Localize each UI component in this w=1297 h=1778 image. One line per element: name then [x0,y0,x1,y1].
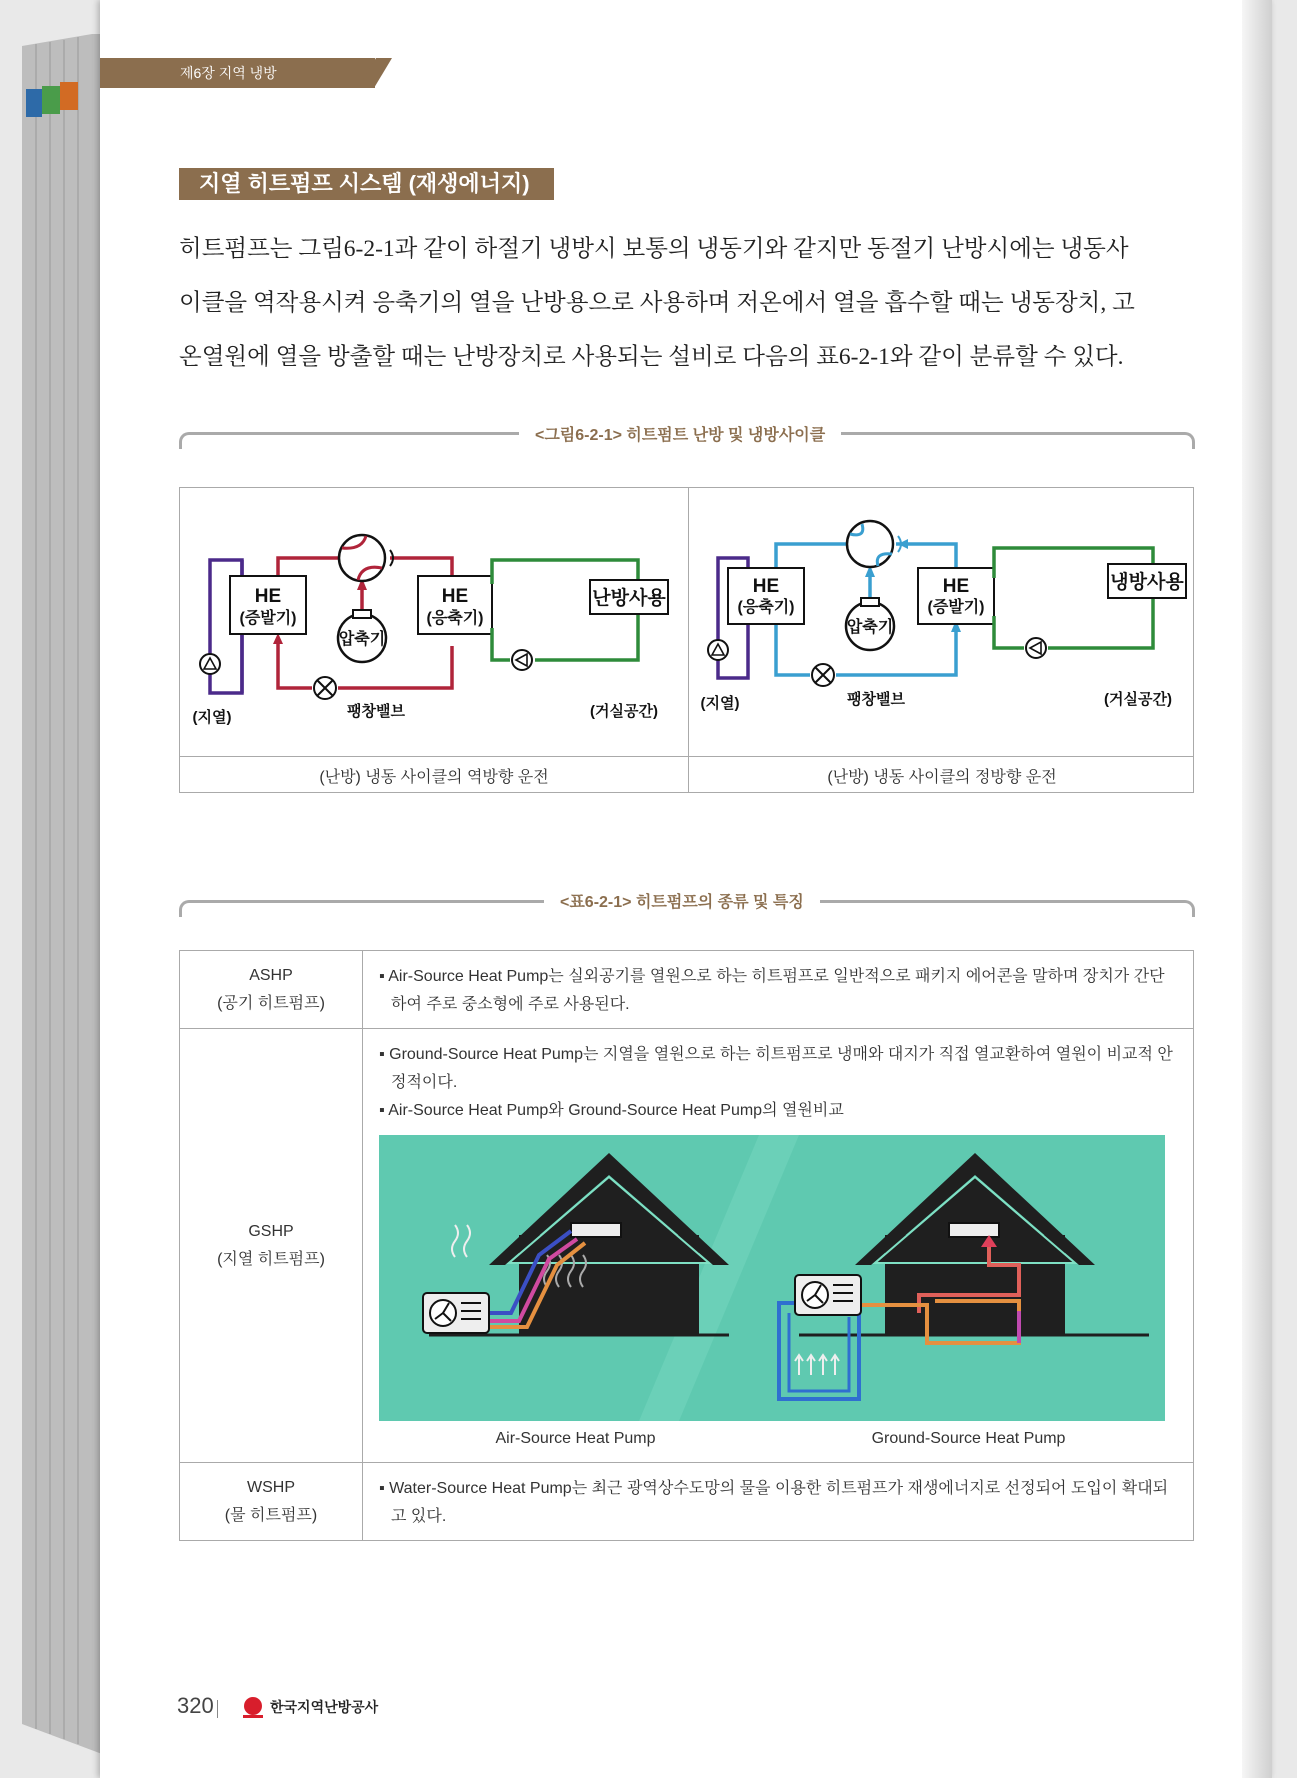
source-label: (지열) [192,709,232,726]
valve-label: 팽창밸브 [847,691,905,708]
figure-divider [180,756,1194,757]
he-label: HE [441,586,469,607]
table-row [180,1029,1194,1463]
illustration-captions [379,1425,1165,1453]
footer-divider [217,1700,218,1718]
intro-line: 히트펌프는 그림6-2-1과 같이 하절기 냉방시 보통의 냉동기와 같지만 동절기 난방시에는 냉동사 [179,236,1129,262]
feature-bullet: ▪ Ground-Source Heat Pump는 지열을 열원으로 하는 히트펌프로 냉매와 대지가 직접 열교환하여 열원이 비교적 안정적이다. [379,1045,1173,1091]
organization-name: 한국지역난방공사 [270,1699,379,1715]
he-label: HE [752,576,780,597]
feature-cell [363,1463,1194,1541]
type-name: (공기 히트펌프) [217,994,325,1012]
kdhc-logo-icon [240,1695,266,1721]
space-label: (거실공간) [590,703,658,720]
page-edge-shade [1242,0,1272,1778]
type-name: (물 히트펌프) [224,1506,318,1524]
heat-pump-comparison-illustration [379,1135,1165,1421]
figure-table [179,487,1194,793]
intro-paragraph [179,222,1199,384]
compressor-label: 압축기 [338,631,386,648]
chapter-stripes [310,58,400,88]
figure-caption: <그림6-2-1> 히트펌트 난방 및 냉방사이클 [519,422,841,445]
compressor-label: 압축기 [846,619,894,636]
he-sub-label: (증발기) [239,610,297,627]
type-cell [180,1463,363,1541]
valve-label: 팽창밸브 [347,703,405,720]
heat-pump-table [179,950,1194,1541]
type-code: GSHP [248,1222,294,1240]
table-row [180,951,1194,1029]
he-label: HE [254,586,282,607]
type-code: WSHP [247,1478,295,1496]
feature-bullet: ▪ Air-Source Heat Pump와 Ground-Source Heat Pump의 열원비교 [379,1101,844,1119]
intro-line: 온열원에 열을 방출할 때는 난방장치로 사용되는 설비로 다음의 표6-2-1와 같이 분류할 수 있다. [179,344,1124,370]
feature-bullet: ▪ Air-Source Heat Pump는 실외공기를 열원으로 하는 히트펌프로 일반적으로 패키지 에어콘을 말하며 장치가 간단하여 주로 중소형에 주로 사용된다. [379,967,1165,1013]
ground-source-caption: Ground-Source Heat Pump [871,1429,1066,1447]
use-label: 난방사용 [592,588,666,609]
section-title: 지열 히트펌프 시스템 (재생에너지) [179,168,554,200]
feature-cell [363,951,1194,1029]
table-caption: <표6-2-1> 히트펌프의 종류 및 특징 [544,889,820,912]
he-sub-label: (응축기) [737,599,795,616]
he-label: HE [942,576,970,597]
feature-cell [363,1029,1194,1463]
he-sub-label: (증발기) [927,599,985,616]
he-sub-label: (응축기) [426,610,484,627]
figure-divider [688,488,689,793]
figure-right-label: (난방) 냉동 사이클의 정방향 운전 [827,769,1057,786]
page-number: 320 [177,1693,214,1718]
figure-left-label: (난방) 냉동 사이클의 역방향 운전 [319,769,549,786]
feature-bullet: ▪ Water-Source Heat Pump는 최근 광역상수도망의 물을 이용한 히트펌프가 재생에너지로 선정되어 도입이 확대되고 있다. [379,1479,1169,1525]
air-source-caption: Air-Source Heat Pump [495,1429,656,1447]
cooling-cycle-diagram [698,498,1188,748]
type-code: ASHP [249,966,293,984]
table-row [180,1463,1194,1541]
type-cell [180,951,363,1029]
page-stack-edge [22,34,102,1754]
book-page [100,0,1272,1778]
source-label: (지열) [700,695,740,712]
type-name: (지열 히트펌프) [217,1250,325,1268]
space-label: (거실공간) [1104,691,1172,708]
type-cell [180,1029,363,1463]
intro-line: 이클을 역작용시켜 응축기의 열을 난방용으로 사용하며 저온에서 열을 흡수할 때는 냉동장치, 고 [179,290,1135,316]
heating-cycle-diagram [190,498,680,748]
use-label: 냉방사용 [1110,572,1184,593]
chapter-label: 제6장 지역 냉방 [180,65,277,81]
